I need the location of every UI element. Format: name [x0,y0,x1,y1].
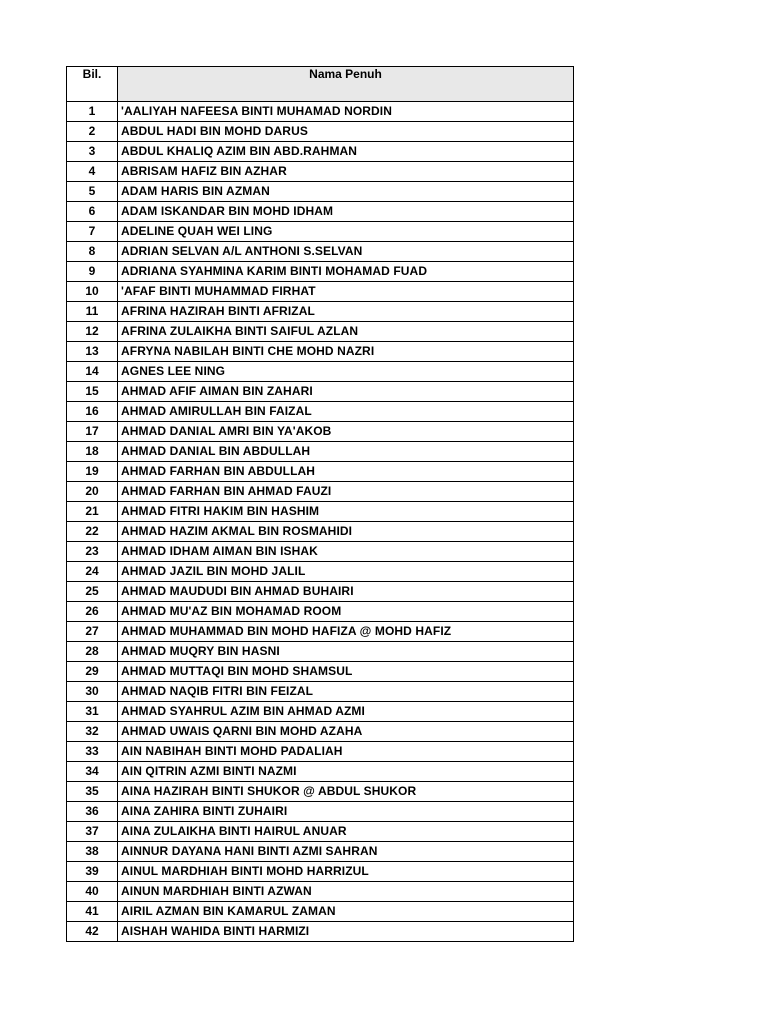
table-row [67,422,574,442]
full-name: AHMAD NAQIB FITRI BIN FEIZAL [118,682,574,702]
table-row [67,482,574,502]
full-name: AINA ZAHIRA BINTI ZUHAIRI [118,802,574,822]
row-number: 3 [67,142,118,162]
row-number: 22 [67,522,118,542]
row-number: 32 [67,722,118,742]
row-number: 39 [67,862,118,882]
full-name: AGNES LEE NING [118,362,574,382]
row-number: 12 [67,322,118,342]
row-number: 31 [67,702,118,722]
full-name: ADRIANA SYAHMINA KARIM BINTI MOHAMAD FUAD [118,262,574,282]
full-name: AHMAD MUHAMMAD BIN MOHD HAFIZA @ MOHD HAFIZ [118,622,574,642]
table-row [67,262,574,282]
full-name: AFRINA ZULAIKHA BINTI SAIFUL AZLAN [118,322,574,342]
row-number: 10 [67,282,118,302]
full-name: AHMAD FARHAN BIN AHMAD FAUZI [118,482,574,502]
table-row [67,322,574,342]
table-row [67,342,574,362]
row-number: 33 [67,742,118,762]
row-number: 34 [67,762,118,782]
column-header-bil: Bil. [67,67,118,102]
full-name: ADAM HARIS BIN AZMAN [118,182,574,202]
full-name: AHMAD FARHAN BIN ABDULLAH [118,462,574,482]
full-name: AIRIL AZMAN BIN KAMARUL ZAMAN [118,902,574,922]
table-row [67,762,574,782]
row-number: 19 [67,462,118,482]
table-row [67,302,574,322]
row-number: 38 [67,842,118,862]
table-row [67,922,574,942]
table-row [67,562,574,582]
table-row [67,542,574,562]
row-number: 4 [67,162,118,182]
row-number: 13 [67,342,118,362]
table-row [67,122,574,142]
table-row [67,242,574,262]
full-name: ABRISAM HAFIZ BIN AZHAR [118,162,574,182]
full-name: AHMAD HAZIM AKMAL BIN ROSMAHIDI [118,522,574,542]
row-number: 15 [67,382,118,402]
row-number: 29 [67,662,118,682]
row-number: 14 [67,362,118,382]
row-number: 16 [67,402,118,422]
row-number: 11 [67,302,118,322]
table-row [67,462,574,482]
full-name: AINA HAZIRAH BINTI SHUKOR @ ABDUL SHUKOR [118,782,574,802]
full-name: AHMAD DANIAL AMRI BIN YA'AKOB [118,422,574,442]
row-number: 30 [67,682,118,702]
row-number: 41 [67,902,118,922]
full-name: AINUN MARDHIAH BINTI AZWAN [118,882,574,902]
row-number: 9 [67,262,118,282]
row-number: 18 [67,442,118,462]
table-row [67,382,574,402]
full-name: AHMAD MUQRY BIN HASNI [118,642,574,662]
full-name: AFRINA HAZIRAH BINTI AFRIZAL [118,302,574,322]
row-number: 24 [67,562,118,582]
full-name: ABDUL KHALIQ AZIM BIN ABD.RAHMAN [118,142,574,162]
table-row [67,522,574,542]
row-number: 42 [67,922,118,942]
full-name: AHMAD SYAHRUL AZIM BIN AHMAD AZMI [118,702,574,722]
table-row [67,582,574,602]
full-name: AHMAD IDHAM AIMAN BIN ISHAK [118,542,574,562]
row-number: 35 [67,782,118,802]
full-name: 'AALIYAH NAFEESA BINTI MUHAMAD NORDIN [118,102,574,122]
row-number: 25 [67,582,118,602]
column-header-name: Nama Penuh [118,67,574,102]
full-name: AINNUR DAYANA HANI BINTI AZMI SAHRAN [118,842,574,862]
name-list-table [66,66,574,942]
full-name: ADELINE QUAH WEI LING [118,222,574,242]
table-row [67,222,574,242]
full-name: 'AFAF BINTI MUHAMMAD FIRHAT [118,282,574,302]
table-row [67,842,574,862]
row-number: 37 [67,822,118,842]
full-name: AHMAD MUTTAQI BIN MOHD SHAMSUL [118,662,574,682]
full-name: ABDUL HADI BIN MOHD DARUS [118,122,574,142]
row-number: 7 [67,222,118,242]
row-number: 1 [67,102,118,122]
full-name: AFRYNA NABILAH BINTI CHE MOHD NAZRI [118,342,574,362]
table-row [67,102,574,122]
full-name: ADAM ISKANDAR BIN MOHD IDHAM [118,202,574,222]
full-name: AHMAD FITRI HAKIM BIN HASHIM [118,502,574,522]
table-row [67,862,574,882]
row-number: 17 [67,422,118,442]
table-row [67,642,574,662]
row-number: 40 [67,882,118,902]
table-row [67,902,574,922]
table-row [67,282,574,302]
row-number: 36 [67,802,118,822]
row-number: 27 [67,622,118,642]
row-number: 21 [67,502,118,522]
row-number: 20 [67,482,118,502]
full-name: AHMAD AFIF AIMAN BIN ZAHARI [118,382,574,402]
table-row [67,662,574,682]
table-row [67,602,574,622]
full-name: AHMAD AMIRULLAH BIN FAIZAL [118,402,574,422]
table-row [67,442,574,462]
table-row [67,782,574,802]
table-row [67,182,574,202]
table-row [67,742,574,762]
table-row [67,502,574,522]
table-row [67,722,574,742]
table-row [67,402,574,422]
table-row [67,142,574,162]
table-row [67,882,574,902]
full-name: AHMAD DANIAL BIN ABDULLAH [118,442,574,462]
full-name: ADRIAN SELVAN A/L ANTHONI S.SELVAN [118,242,574,262]
full-name: AINA ZULAIKHA BINTI HAIRUL ANUAR [118,822,574,842]
full-name: AISHAH WAHIDA BINTI HARMIZI [118,922,574,942]
table-row [67,622,574,642]
full-name: AHMAD JAZIL BIN MOHD JALIL [118,562,574,582]
row-number: 23 [67,542,118,562]
name-list-sheet [66,66,573,942]
full-name: AIN NABIHAH BINTI MOHD PADALIAH [118,742,574,762]
header-row [67,67,574,102]
table-body [67,102,574,942]
table-row [67,822,574,842]
table-row [67,202,574,222]
row-number: 2 [67,122,118,142]
table-row [67,702,574,722]
row-number: 8 [67,242,118,262]
table-row [67,362,574,382]
full-name: AHMAD MU'AZ BIN MOHAMAD ROOM [118,602,574,622]
table-row [67,162,574,182]
full-name: AIN QITRIN AZMI BINTI NAZMI [118,762,574,782]
row-number: 26 [67,602,118,622]
table-row [67,682,574,702]
row-number: 5 [67,182,118,202]
table-row [67,802,574,822]
row-number: 6 [67,202,118,222]
full-name: AHMAD MAUDUDI BIN AHMAD BUHAIRI [118,582,574,602]
full-name: AHMAD UWAIS QARNI BIN MOHD AZAHA [118,722,574,742]
row-number: 28 [67,642,118,662]
full-name: AINUL MARDHIAH BINTI MOHD HARRIZUL [118,862,574,882]
